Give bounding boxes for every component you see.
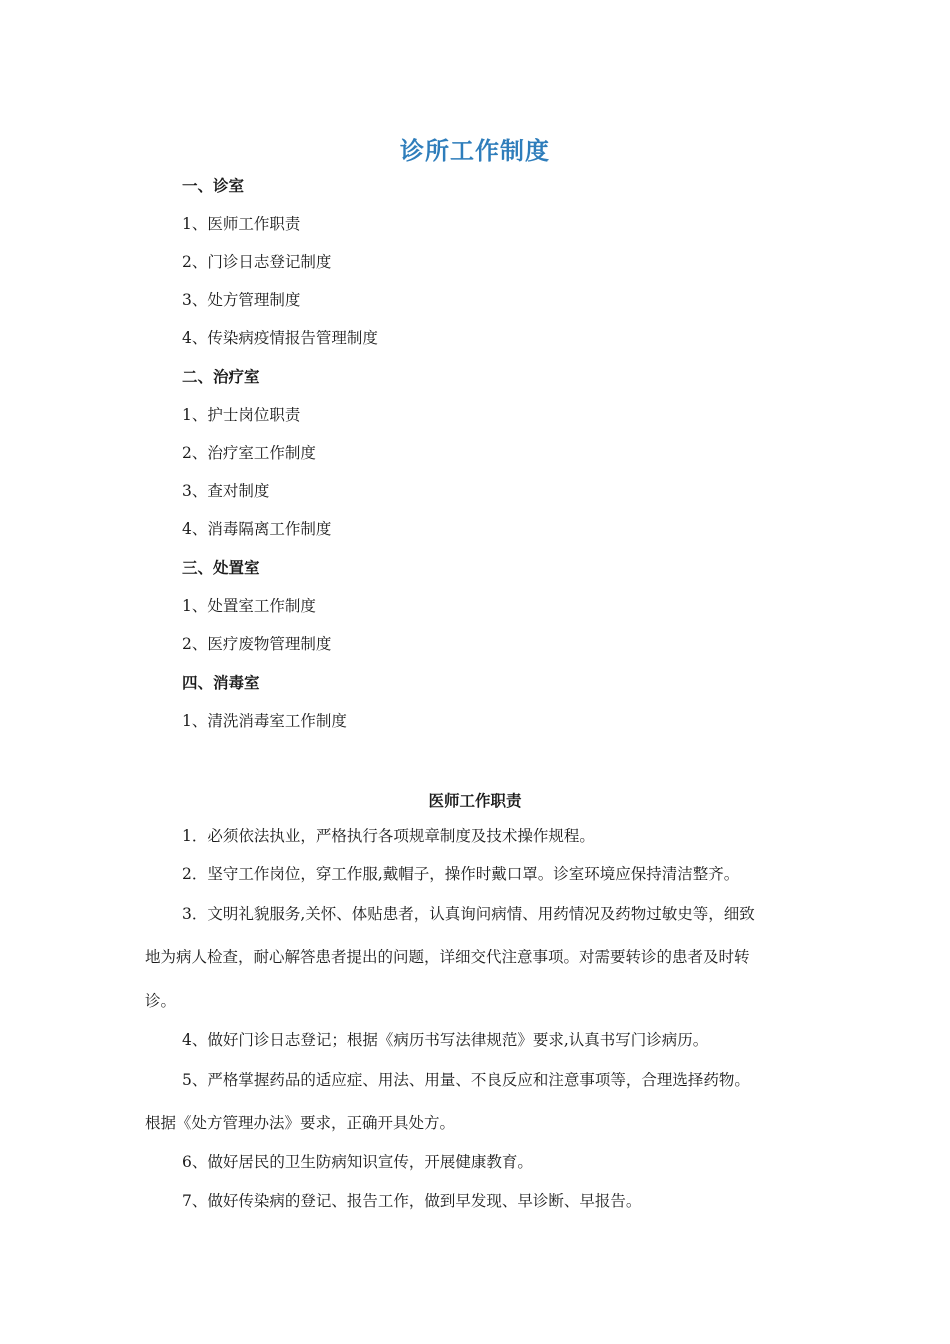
list-item: 2、治疗室工作制度 [182,444,316,462]
section-heading: 二、治疗室 [182,368,260,386]
paragraph-line: 1．必须依法执业，严格执行各项规章制度及技术操作规程。 [182,827,595,845]
list-item: 2、医疗废物管理制度 [182,635,332,653]
section-heading: 一、诊室 [182,177,245,195]
paragraph-line: 根据《处方管理办法》要求，正确开具处方。 [145,1114,456,1132]
list-item: 1、医师工作职责 [182,215,301,233]
list-item: 2、门诊日志登记制度 [182,253,332,271]
paragraph-line: 6、做好居民的卫生防病知识宣传，开展健康教育。 [182,1153,533,1171]
list-item: 3、处方管理制度 [182,291,301,309]
list-item: 1、处置室工作制度 [182,597,316,615]
paragraph-line: 7、做好传染病的登记、报告工作，做到早发现、早诊断、早报告。 [182,1192,642,1210]
list-item: 1、清洗消毒室工作制度 [182,712,347,730]
paragraph-line: 诊。 [145,992,177,1010]
list-item: 4、传染病疫情报告管理制度 [182,329,378,347]
section-heading: 三、处置室 [182,559,260,577]
list-item: 1、护士岗位职责 [182,406,301,424]
document-title: 诊所工作制度 [400,137,550,165]
paragraph-line: 2．坚守工作岗位，穿工作服,戴帽子，操作时戴口罩。诊室环境应保持清洁整齐。 [182,865,740,883]
list-item: 4、消毒隔离工作制度 [182,520,332,538]
section-title: 医师工作职责 [428,792,522,810]
paragraph-line: 3．文明礼貌服务,关怀、体贴患者，认真询问病情、用药情况及药物过敏史等，细致 [182,905,755,923]
paragraph-line: 5、严格掌握药品的适应症、用法、用量、不良反应和注意事项等，合理选择药物。 [182,1071,750,1089]
paragraph-line: 地为病人检查，耐心解答患者提出的问题，详细交代注意事项。对需要转诊的患者及时转 [145,948,750,966]
list-item: 3、查对制度 [182,482,270,500]
paragraph-line: 4、做好门诊日志登记；根据《病历书写法律规范》要求,认真书写门诊病历。 [182,1031,709,1049]
section-heading: 四、消毒室 [182,674,260,692]
